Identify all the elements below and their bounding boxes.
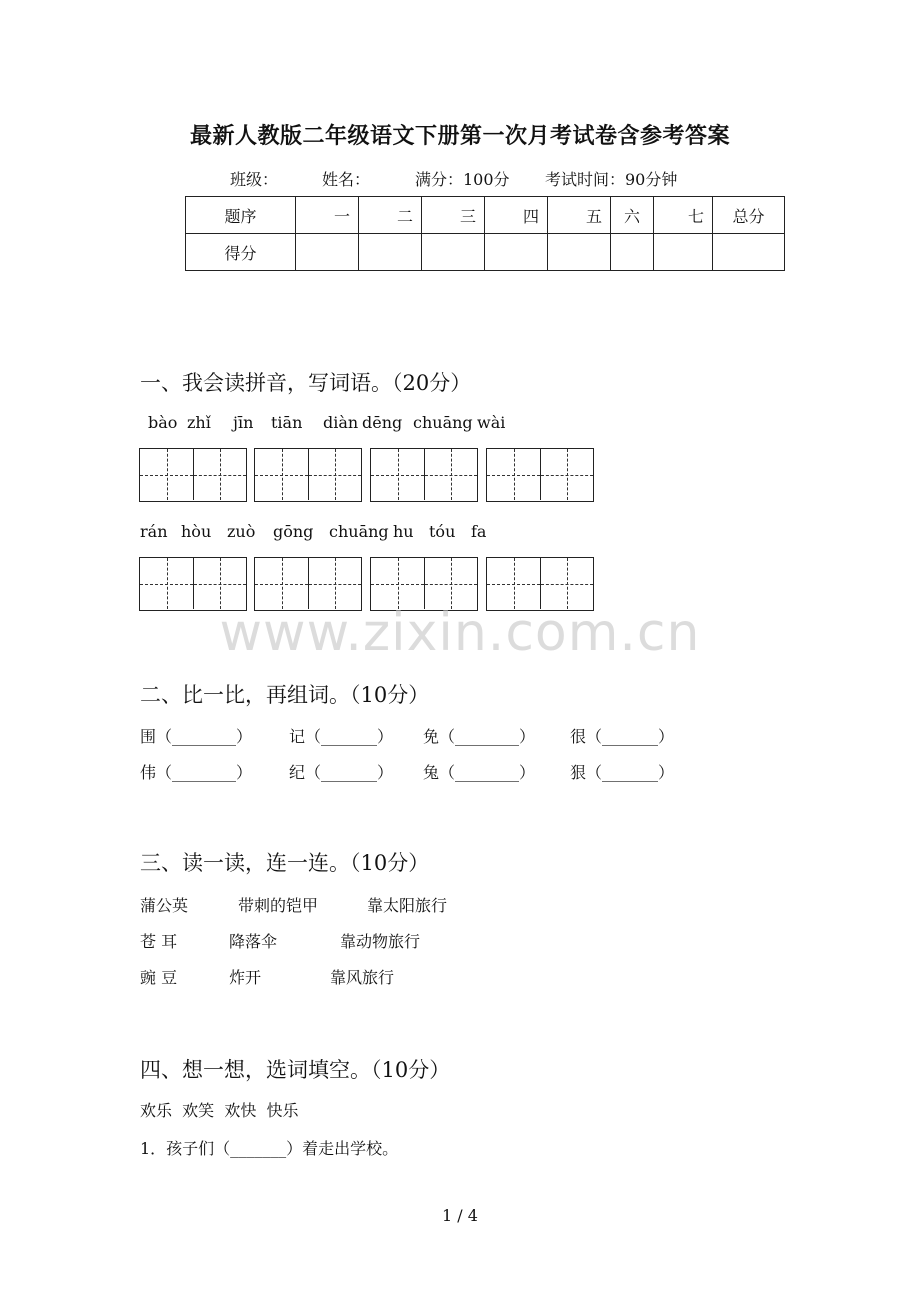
pinyin: wài: [477, 413, 506, 432]
section1-heading: 一、我会读拼音，写词语。（20分）: [140, 371, 472, 395]
score-input-cell[interactable]: [713, 234, 785, 271]
grid-cell[interactable]: [193, 558, 246, 609]
match-item-a: 豌 豆: [140, 968, 178, 987]
word-blank[interactable]: 兔（________）: [423, 763, 536, 782]
writing-grid[interactable]: [486, 448, 594, 502]
class-label: 班级：: [230, 170, 279, 189]
section4-heading: 四、想一想，选词填空。（10分）: [140, 1058, 451, 1082]
score-header-cell: 二: [359, 197, 422, 234]
grid-cell[interactable]: [487, 449, 540, 500]
grid-cell[interactable]: [540, 449, 593, 500]
grid-cell[interactable]: [371, 449, 424, 500]
section3-heading: 三、读一读，连一连。（10分）: [140, 851, 430, 875]
pinyin: zuò: [227, 522, 256, 541]
section2-heading: 二、比一比，再组词。（10分）: [140, 683, 430, 707]
pinyin: fa: [471, 522, 487, 541]
grid-cell[interactable]: [255, 449, 308, 500]
grid-cell[interactable]: [255, 558, 308, 609]
name-label: 姓名：: [322, 170, 371, 189]
grid-cell[interactable]: [193, 449, 246, 500]
word-choices: 欢乐 欢笑 欢快 快乐: [140, 1101, 299, 1120]
score-input-cell[interactable]: [485, 234, 548, 271]
pinyin: gōng: [273, 522, 314, 541]
writing-grid[interactable]: [254, 448, 362, 502]
pinyin: tóu: [429, 522, 456, 541]
score-header-cell: 三: [422, 197, 485, 234]
score-input-cell[interactable]: [296, 234, 359, 271]
score-header-cell: 六: [611, 197, 654, 234]
word-blank[interactable]: 很（_______）: [570, 727, 675, 746]
watermark: www.zixin.com.cn: [219, 603, 701, 663]
pinyin: diàn: [323, 413, 359, 432]
score-input-cell[interactable]: [611, 234, 654, 271]
grid-cell[interactable]: [487, 558, 540, 609]
pinyin: tiān: [271, 413, 303, 432]
match-item-b: 带刺的铠甲: [238, 896, 319, 915]
score-table-header-row: [186, 197, 785, 234]
pinyin: chuāng: [413, 413, 473, 432]
question-1[interactable]: 1．孩子们（_______）着走出学校。: [140, 1139, 399, 1158]
page-number: 1 / 4: [442, 1206, 478, 1225]
grid-cell[interactable]: [140, 558, 193, 609]
score-header-cell: 一: [296, 197, 359, 234]
grid-cell[interactable]: [308, 449, 361, 500]
score-input-cell[interactable]: [422, 234, 485, 271]
score-table: [185, 196, 785, 271]
score-input-cell[interactable]: [548, 234, 611, 271]
writing-grid[interactable]: [139, 448, 247, 502]
match-item-a: 苍 耳: [140, 932, 178, 951]
grid-cell[interactable]: [424, 558, 477, 609]
word-blank[interactable]: 围（________）: [140, 727, 253, 746]
score-header-cell: 四: [485, 197, 548, 234]
grid-cell[interactable]: [540, 558, 593, 609]
page-title: 最新人教版二年级语文下册第一次月考试卷含参考答案: [189, 123, 730, 149]
match-item-c: 靠风旅行: [330, 968, 395, 987]
match-item-c: 靠太阳旅行: [367, 896, 448, 915]
writing-grid[interactable]: [370, 448, 478, 502]
match-item-b: 降落伞: [229, 932, 278, 951]
pinyin: jīn: [233, 413, 254, 432]
grid-cell[interactable]: [140, 449, 193, 500]
pinyin: chuāng: [329, 522, 389, 541]
grid-cell[interactable]: [371, 558, 424, 609]
pinyin: rán: [140, 522, 168, 541]
word-blank[interactable]: 纪（_______）: [289, 763, 394, 782]
pinyin: hu: [393, 522, 414, 541]
match-item-c: 靠动物旅行: [340, 932, 421, 951]
score-header-cell: 题序: [186, 197, 296, 234]
full-score: 满分：100分: [415, 170, 510, 189]
score-row-label: 得分: [186, 234, 296, 271]
exam-time: 考试时间：90分钟: [545, 170, 678, 189]
score-header-cell: 总分: [713, 197, 785, 234]
match-item-b: 炸开: [229, 968, 262, 987]
pinyin: bào: [148, 413, 178, 432]
score-table-score-row: [186, 234, 785, 271]
word-blank[interactable]: 狠（_______）: [570, 763, 675, 782]
score-header-cell: 七: [654, 197, 713, 234]
word-blank[interactable]: 免（________）: [423, 727, 536, 746]
pinyin: dēng: [362, 413, 403, 432]
word-blank[interactable]: 记（_______）: [289, 727, 394, 746]
pinyin: hòu: [181, 522, 212, 541]
score-input-cell[interactable]: [654, 234, 713, 271]
grid-cell[interactable]: [308, 558, 361, 609]
grid-cell[interactable]: [424, 449, 477, 500]
score-header-cell: 五: [548, 197, 611, 234]
match-item-a: 蒲公英: [140, 896, 189, 915]
word-blank[interactable]: 伟（________）: [140, 763, 253, 782]
score-input-cell[interactable]: [359, 234, 422, 271]
pinyin: zhǐ: [187, 413, 211, 432]
